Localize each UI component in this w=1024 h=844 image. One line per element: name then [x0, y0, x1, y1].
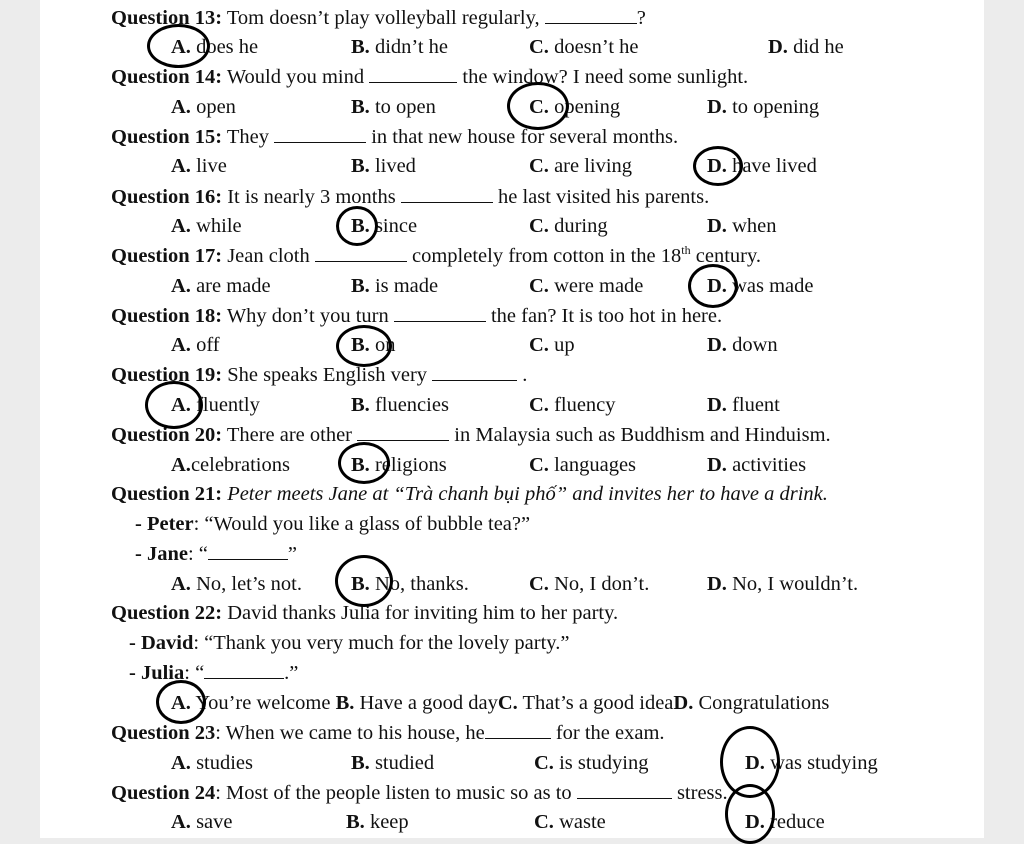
- question-prompt: Peter meets Jane at “Trà chanh bụi phố” and invites her to have a drink.: [222, 483, 828, 505]
- option-d: D. activities: [707, 454, 807, 476]
- question-13: [111, 6, 646, 30]
- question-text: There are other: [222, 424, 358, 446]
- question-number: Question 18:: [111, 305, 223, 327]
- options-row: [40, 453, 984, 477]
- question-text: Tom doesn’t play volleyball regularly,: [222, 7, 545, 29]
- question-text: the window? I need some sunlight.: [457, 66, 749, 88]
- option-d: D. Congratulations: [673, 692, 830, 714]
- question-number: Question 23: [111, 722, 216, 744]
- superscript: th: [681, 243, 691, 258]
- dialogue-text: : “Thank you very much for the lovely party.”: [193, 632, 570, 654]
- option-b: B. fluencies: [351, 394, 449, 416]
- answer-blank: [204, 661, 284, 679]
- option-a: A. No, let’s not.: [171, 573, 302, 595]
- speaker-name: Jane: [146, 543, 188, 565]
- option-d: D. did he: [768, 36, 844, 58]
- answer-blank: [401, 185, 493, 203]
- question-16: [111, 185, 709, 209]
- option-c: C. during: [529, 215, 608, 237]
- question-text: the fan? It is too hot in here.: [485, 305, 723, 327]
- option-d: D. reduce: [745, 811, 825, 833]
- question-number: Question 21:: [111, 483, 223, 505]
- option-b: B. is made: [351, 275, 439, 297]
- option-c: C. are living: [529, 155, 633, 177]
- dialogue-line: - David: “Thank you very much for the lovely party.”: [129, 632, 570, 654]
- options-row: [40, 572, 984, 596]
- question-number: Question 22:: [111, 602, 223, 624]
- question-text: .: [517, 364, 528, 386]
- option-d: D. have lived: [707, 155, 817, 177]
- option-a: A. live: [171, 155, 227, 177]
- question-text: Would you mind: [222, 66, 370, 88]
- question-22: [111, 601, 618, 625]
- answer-blank: [432, 363, 517, 381]
- option-d: D. No, I wouldn’t.: [707, 573, 859, 595]
- option-b: B. religions: [351, 454, 447, 476]
- question-number: Question 19:: [111, 364, 223, 386]
- option-b: B. to open: [351, 96, 436, 118]
- options-row: [40, 751, 984, 775]
- question-number: Question 17:: [111, 245, 223, 267]
- option-d: D. down: [707, 334, 778, 356]
- option-a: A. studies: [171, 752, 254, 774]
- question-text: completely from cotton in the 18: [406, 245, 682, 267]
- answer-blank: [274, 125, 366, 143]
- option-c: C. languages: [529, 454, 637, 476]
- question-text: he last visited his parents.: [492, 186, 710, 208]
- option-d: D. to opening: [707, 96, 820, 118]
- option-c: C. No, I don’t.: [529, 573, 650, 595]
- question-19: [111, 363, 527, 387]
- dialogue-text: ”: [287, 543, 297, 565]
- dialogue-line: - Peter: “Would you like a glass of bubble tea?”: [135, 513, 531, 535]
- speaker-name: David: [140, 632, 194, 654]
- option-c: C. waste: [534, 811, 606, 833]
- answer-blank: [357, 423, 449, 441]
- dialogue-line: - Jane: “ ”: [135, 543, 297, 565]
- answer-blank: [577, 781, 672, 799]
- option-b: B. studied: [351, 752, 435, 774]
- question-18: [111, 304, 722, 328]
- worksheet-page: [40, 0, 984, 838]
- question-number: Question 15:: [111, 126, 223, 148]
- dialogue-text: : “Would you like a glass of bubble tea?”: [193, 513, 531, 535]
- question-20: [111, 423, 831, 447]
- answer-blank: [315, 244, 407, 262]
- question-number: Question 13:: [111, 7, 223, 29]
- answer-blank: [545, 6, 637, 24]
- question-text: Jean cloth: [222, 245, 315, 267]
- option-b: B. No, thanks.: [351, 573, 469, 595]
- options-row: [40, 95, 984, 119]
- option-c: C. fluency: [529, 394, 616, 416]
- option-a: A. are made: [171, 275, 271, 297]
- option-a: A. does he: [171, 36, 259, 58]
- option-b: B. lived: [351, 155, 416, 177]
- question-number: Question 20:: [111, 424, 223, 446]
- option-b: B. since: [351, 215, 418, 237]
- question-23: [111, 721, 665, 745]
- question-text: for the exam.: [550, 722, 665, 744]
- option-c: C. opening: [529, 96, 621, 118]
- dialogue-line: - Julia: “ .”: [129, 662, 299, 684]
- question-text: century.: [690, 245, 762, 267]
- option-a: A. open: [171, 96, 236, 118]
- question-number: Question 16:: [111, 186, 223, 208]
- option-c: C. were made: [529, 275, 644, 297]
- option-a: A. save: [171, 811, 233, 833]
- option-b: B. on: [351, 334, 396, 356]
- question-text: in Malaysia such as Buddhism and Hinduism.: [449, 424, 831, 446]
- answer-blank: [208, 542, 288, 560]
- option-a: A. off: [171, 334, 220, 356]
- question-21: [111, 482, 828, 506]
- option-b: B. keep: [346, 811, 409, 833]
- question-14: [111, 65, 748, 89]
- option-b: B. didn’t he: [351, 36, 449, 58]
- speaker-name: Julia: [140, 662, 185, 684]
- question-text: : Most of the people listen to music so as to: [215, 782, 577, 804]
- question-17: [111, 244, 761, 268]
- speaker-name: Peter: [146, 513, 194, 535]
- option-a: A. You’re welcome: [171, 692, 331, 714]
- options-row: [40, 393, 984, 417]
- question-text: stress.: [671, 782, 728, 804]
- answer-blank: [394, 304, 486, 322]
- question-15: [111, 125, 678, 149]
- dialogue-text: : “: [184, 662, 205, 684]
- dialogue-text: .”: [284, 662, 299, 684]
- option-a: A. while: [171, 215, 242, 237]
- options-row: [171, 691, 829, 715]
- options-row: [40, 333, 984, 357]
- option-d: D. was studying: [745, 752, 878, 774]
- option-c: C. up: [529, 334, 575, 356]
- options-row: [40, 810, 984, 834]
- option-c: C. is studying: [534, 752, 649, 774]
- option-d: D. was made: [707, 275, 814, 297]
- option-c: C. That’s a good idea: [497, 692, 674, 714]
- question-text: She speaks English very: [222, 364, 433, 386]
- question-text: It is nearly 3 months: [222, 186, 401, 208]
- question-prompt: David thanks Julia for inviting him to her party.: [222, 602, 619, 624]
- question-text: ?: [636, 7, 646, 29]
- options-row: [40, 154, 984, 178]
- option-d: D. when: [707, 215, 777, 237]
- question-text: Why don’t you turn: [222, 305, 394, 327]
- question-text: They: [222, 126, 275, 148]
- question-number: Question 24: [111, 782, 216, 804]
- option-a: A. fluently: [171, 394, 260, 416]
- options-row: [40, 214, 984, 238]
- dialogue-text: : “: [187, 543, 208, 565]
- option-a: A.celebrations: [171, 454, 290, 476]
- options-row: [40, 35, 984, 59]
- question-24: [111, 781, 728, 805]
- question-text: : When we came to his house, he: [215, 722, 485, 744]
- question-text: in that new house for several months.: [366, 126, 679, 148]
- option-c: C. doesn’t he: [529, 36, 639, 58]
- answer-blank: [369, 65, 457, 83]
- option-b: B. Have a good day: [335, 692, 498, 714]
- answer-blank: [485, 721, 551, 739]
- option-d: D. fluent: [707, 394, 780, 416]
- options-row: [40, 274, 984, 298]
- question-number: Question 14:: [111, 66, 223, 88]
